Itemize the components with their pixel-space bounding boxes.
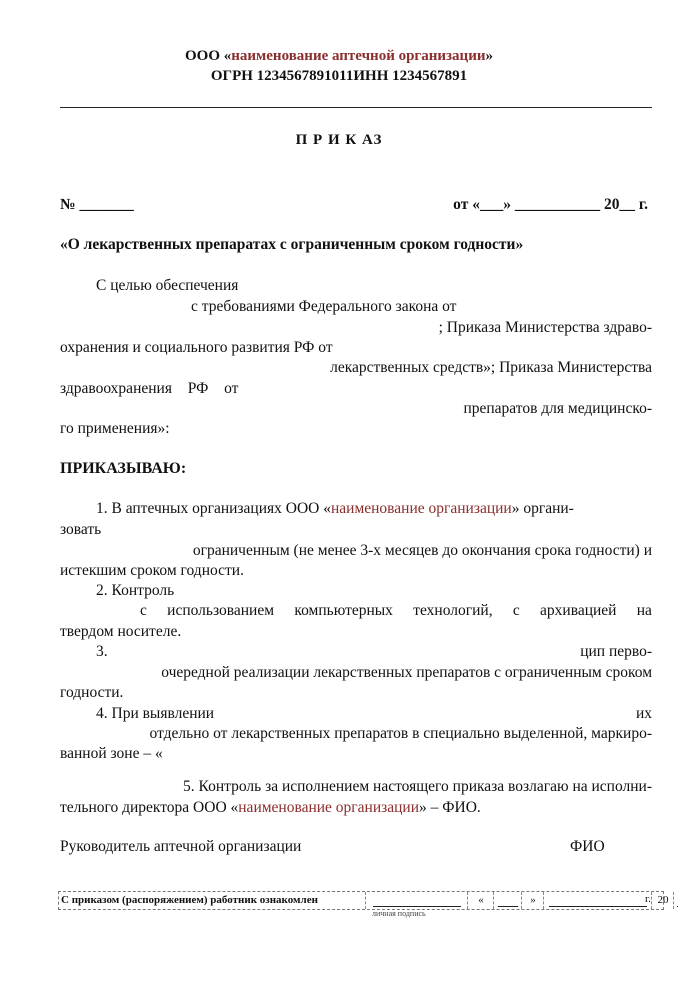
item-1-text-end: » органи- bbox=[511, 500, 574, 517]
preamble-l6c: от bbox=[224, 380, 239, 397]
item-4-line-1-end: их bbox=[635, 705, 652, 722]
item-1-line-1 bbox=[96, 500, 574, 518]
ack-year-prefix: 20 bbox=[653, 892, 674, 909]
item-2-w3: компьютерных bbox=[294, 602, 393, 619]
item-2-w7: на bbox=[636, 602, 652, 619]
item-4-line-1: 4. При выявлении bbox=[96, 705, 215, 722]
order-subject: «О лекарственных препаратах с ограниченным сроком годности» bbox=[60, 236, 524, 253]
item-3-line-1-end: цип перво- bbox=[580, 643, 652, 660]
ack-quote-open: « bbox=[469, 892, 494, 909]
preamble-line-5: лекарственных средств»; Приказа Министерства bbox=[330, 359, 652, 376]
header-divider bbox=[60, 107, 652, 108]
document-title: П Р И К АЗ bbox=[295, 132, 383, 148]
ack-signature-field[interactable] bbox=[367, 892, 468, 909]
order-heading: ПРИКАЗЫВАЮ: bbox=[60, 460, 187, 477]
item-3-number: 3. bbox=[96, 643, 108, 660]
item-2-line-2 bbox=[140, 602, 652, 620]
item-1-org-name: наименование организации bbox=[330, 500, 512, 517]
preamble-line-3: ; Приказа Министерства здраво- bbox=[438, 319, 652, 336]
ack-signature-caption: личная подпись bbox=[372, 909, 426, 918]
order-date: от «___» ___________ 20__ г. bbox=[453, 196, 648, 213]
item-4-line-3: ванной зоне – « bbox=[60, 745, 163, 762]
ack-year-suffix: г. bbox=[645, 893, 652, 905]
order-number: № _______ bbox=[60, 196, 134, 213]
item-1-line-3: ограниченным (не менее 3-х месяцев до окончания срока годности) и bbox=[192, 542, 652, 559]
preamble-line-2: с требованиями Федерального закона от bbox=[191, 298, 457, 315]
signature-name: ФИО bbox=[570, 838, 605, 855]
item-5-org-name: наименование организации bbox=[238, 799, 420, 816]
preamble-line-7: препаратов для медицинско- bbox=[463, 400, 652, 417]
preamble-line-6 bbox=[60, 380, 238, 398]
org-registration: ОГРН 1234567891011ИНН 1234567891 bbox=[210, 68, 468, 84]
item-3-line-2: очередной реализации лекарственных препаратов с ограниченным сроком bbox=[161, 664, 652, 681]
item-1-line-2: зовать bbox=[60, 521, 102, 538]
item-5-line-1: 5. Контроль за исполнением настоящего приказа возлагаю на исполни- bbox=[183, 778, 652, 795]
item-2-w2: использованием bbox=[167, 602, 275, 619]
item-2-w4: технологий, bbox=[413, 602, 493, 619]
signature-role: Руководитель аптечной организации bbox=[60, 838, 302, 855]
item-2-w5: с bbox=[512, 602, 520, 619]
preamble-l6b: РФ bbox=[187, 380, 209, 397]
item-2-line-3: твердом носителе. bbox=[60, 623, 182, 640]
item-1-text: 1. В аптечных организациях ООО « bbox=[96, 500, 331, 517]
item-1-line-4: истекшим сроком годности. bbox=[60, 562, 244, 579]
item-2-line-1: 2. Контроль bbox=[96, 582, 175, 599]
preamble-l6a: здравоохранения bbox=[60, 380, 172, 397]
org-name-line bbox=[0, 48, 678, 65]
preamble-line-8: го применения»: bbox=[60, 420, 170, 437]
item-4-line-2: отдельно от лекарственных препаратов в специально выделенной, маркиро- bbox=[149, 725, 652, 742]
ack-month-field[interactable] bbox=[545, 892, 652, 909]
item-3-line-3: годности. bbox=[60, 684, 124, 701]
ack-day-field[interactable] bbox=[495, 892, 522, 909]
org-prefix: ООО « bbox=[185, 48, 232, 64]
acknowledgement-table bbox=[58, 891, 669, 910]
item-2-w6: архивацией bbox=[540, 602, 617, 619]
org-name: наименование аптечной организации bbox=[231, 48, 486, 64]
item-5-line-2 bbox=[60, 799, 481, 817]
ack-label: С приказом (распоряжением) работник ознакомлен bbox=[61, 892, 366, 909]
org-suffix: » bbox=[485, 48, 493, 64]
ack-quote-close: » bbox=[523, 892, 544, 909]
preamble-line-4: охранения и социального развития РФ от bbox=[60, 339, 333, 356]
item-5-text-end: » – ФИО. bbox=[419, 799, 481, 816]
item-2-w1: с bbox=[140, 602, 147, 619]
preamble-line-1: С целью обеспечения bbox=[96, 277, 239, 294]
item-5-text: тельного директора ООО « bbox=[60, 799, 239, 816]
